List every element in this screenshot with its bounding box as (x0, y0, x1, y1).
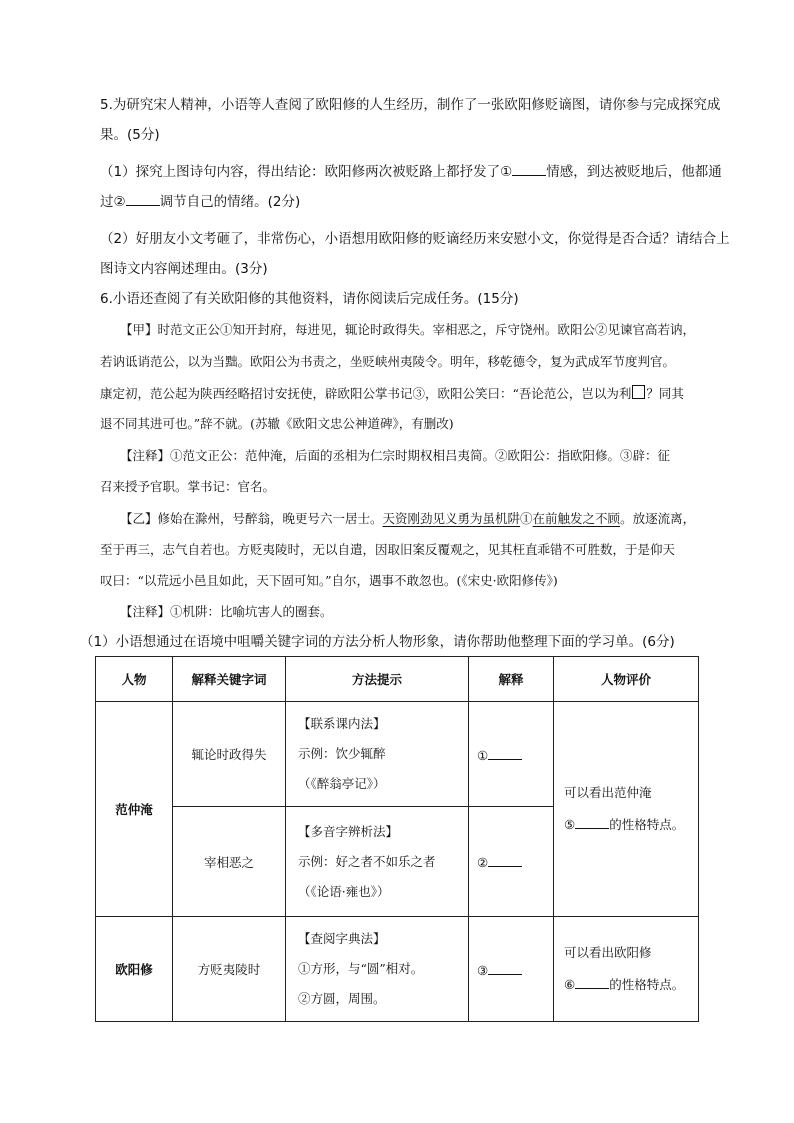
jia-note-line1: 【注释】①范文正公：范仲淹，后面的丞相为仁宗时期权相吕夷简。②欧阳公：指欧阳修。③辟：征 (120, 448, 671, 463)
header-method: 方法提示 (286, 657, 469, 702)
evaluation-fan (554, 702, 699, 917)
q5-sub1-text-c: 过② (100, 194, 126, 210)
evaluation-line2 (564, 969, 698, 1001)
jia-note-line2: 召来授予官职。掌书记：官名。 (100, 479, 276, 494)
method-title: 【联系课内法】 (298, 716, 386, 731)
passage-jia-line4: 退不同其进可也。”辞不就。(苏辙《欧阳文忠公神道碑》，有删改) (100, 416, 454, 431)
missing-char-box[interactable] (632, 385, 645, 399)
evaluation-line1: 可以看出欧阳修 (564, 945, 652, 960)
answer-cell[interactable] (469, 702, 554, 807)
evaluation-line1: 可以看出范仲淹 (564, 785, 652, 800)
answer-blank-2[interactable] (126, 192, 160, 206)
q5-sub1-text-a: （1）探究上图诗句内容，得出结论：欧阳修两次被贬路上都抒发了① (100, 164, 513, 180)
q5-sub2-line2: 图诗文内容阐述理由。(3分) (100, 261, 268, 277)
evaluation-ou (554, 917, 699, 1022)
method-cell (286, 702, 469, 807)
method-cell (286, 917, 469, 1022)
passage-yi-line3: 叹曰：“以荒远小邑且如此，天下固可知。”自尔，遇事不敢忽也。(《宋史·欧阳修传》) (100, 573, 558, 588)
header-explanation: 解释 (469, 657, 554, 702)
passage-yi-line1-a: 【乙】修始在滁州，号醉翁，晚更号六一居士。 (120, 511, 383, 526)
q5-sub2-line1: （2）好朋友小文考砸了，非常伤心，小语想用欧阳修的贬谪经历来安慰小文，你觉得是否合适？请结合上 (100, 231, 730, 247)
keyword-cell: 宰相恶之 (173, 807, 286, 917)
evaluation-number: ⑥ (564, 977, 576, 992)
method-meaning-2: ②方圆，周围。 (298, 991, 386, 1006)
q5-sub1-line2 (100, 192, 300, 212)
passage-yi-footnote-mark: ① (520, 511, 533, 526)
learning-sheet-table (95, 656, 699, 1022)
evaluation-line2 (564, 809, 698, 841)
evaluation-number: ⑤ (564, 817, 576, 832)
method-example: 示例：好之者不如乐之者 (298, 853, 436, 869)
passage-jia-line3 (100, 384, 684, 404)
header-person: 人物 (96, 657, 173, 702)
q5-sub1-text-d: 调节自己的情绪。(2分) (159, 194, 301, 210)
passage-jia-line1: 【甲】时范文正公①知开封府，每进见，辄论时政得失。宰相恶之，斥守饶州。欧阳公②见谏官高若讷， (120, 322, 696, 337)
header-evaluation: 人物评价 (554, 657, 699, 702)
passage-yi-line1-c: 。放逐流离， (620, 511, 696, 526)
q6-stem: 6.小语还查阅了有关欧阳修的其他资料，请你阅读后完成任务。(15分) (100, 291, 519, 307)
evaluation-suffix: 的性格特点。 (609, 977, 685, 992)
q5-sub1-text-b: 情感，到达被贬地后，他都通 (546, 164, 722, 180)
method-title: 【多音字辨析法】 (298, 823, 399, 839)
answer-number: ① (477, 747, 489, 763)
q6-sub1: （1）小语想通过在语境中咀嚼关键字词的方法分析人物形象，请你帮助他整理下面的学习单。(6分) (80, 634, 675, 650)
answer-blank[interactable] (488, 961, 522, 975)
keyword-cell: 方贬夷陵时 (173, 917, 286, 1022)
answer-number: ② (477, 855, 489, 870)
passage-yi-underline-1: 天资刚劲见义勇为虽机阱 (382, 511, 521, 526)
evaluation-suffix: 的性格特点。 (609, 817, 685, 832)
q5-stem-line1: 5.为研究宋人精神，小语等人查阅了欧阳修的人生经历，制作了一张欧阳修贬谪图，请你参与完成探究成 (100, 97, 721, 113)
passage-jia-line3-a: 康定初，范公起为陕西经略招讨安抚使，辟欧阳公掌书记③，欧阳公笑曰：“吾论范公，岂以为利 (100, 386, 632, 401)
person-ou: 欧阳修 (96, 917, 173, 1022)
passage-jia-line2: 若讷诋诮范公，以为当黜。欧阳公为书责之，坐贬峡州夷陵令。明年，移乾德令，复为武成军节度判官。 (100, 354, 676, 369)
answer-cell[interactable] (469, 807, 554, 917)
answer-blank-1[interactable] (512, 162, 546, 176)
q5-sub1-line1 (100, 162, 722, 182)
person-fan: 范仲淹 (96, 702, 173, 917)
table-row (96, 702, 699, 807)
q5-stem-line2: 果。(5分) (100, 127, 160, 143)
answer-blank[interactable] (488, 853, 522, 867)
method-source: （《醉翁亭记》） (298, 776, 386, 791)
method-cell (286, 807, 469, 917)
method-source: （《论语·雍也》） (298, 883, 390, 899)
passage-yi-underline-2: 在前触发之不顾 (532, 511, 621, 526)
answer-blank[interactable] (575, 815, 609, 829)
answer-blank[interactable] (575, 975, 609, 989)
passage-yi-line2: 至于再三，志气自若也。方贬夷陵时，无以自遣，因取旧案反覆观之，见其枉直乖错不可胜数，于是仰天 (100, 542, 676, 557)
yi-note: 【注释】①机阱：比喻坑害人的圈套。 (120, 604, 333, 619)
header-keyword: 解释关键字词 (173, 657, 286, 702)
passage-jia-line3-b: ？同其 (646, 386, 684, 401)
table-row (96, 917, 699, 1022)
passage-yi-line1 (120, 509, 695, 529)
answer-blank[interactable] (488, 746, 522, 760)
method-example: 示例：饮少辄醉 (298, 746, 386, 761)
answer-number: ③ (477, 962, 489, 978)
method-meaning-1: ①方形，与“圆”相对。 (298, 961, 424, 976)
answer-cell[interactable] (469, 917, 554, 1022)
keyword-cell: 辄论时政得失 (173, 702, 286, 807)
method-title: 【查阅字典法】 (298, 931, 386, 946)
table-header-row (96, 657, 699, 702)
